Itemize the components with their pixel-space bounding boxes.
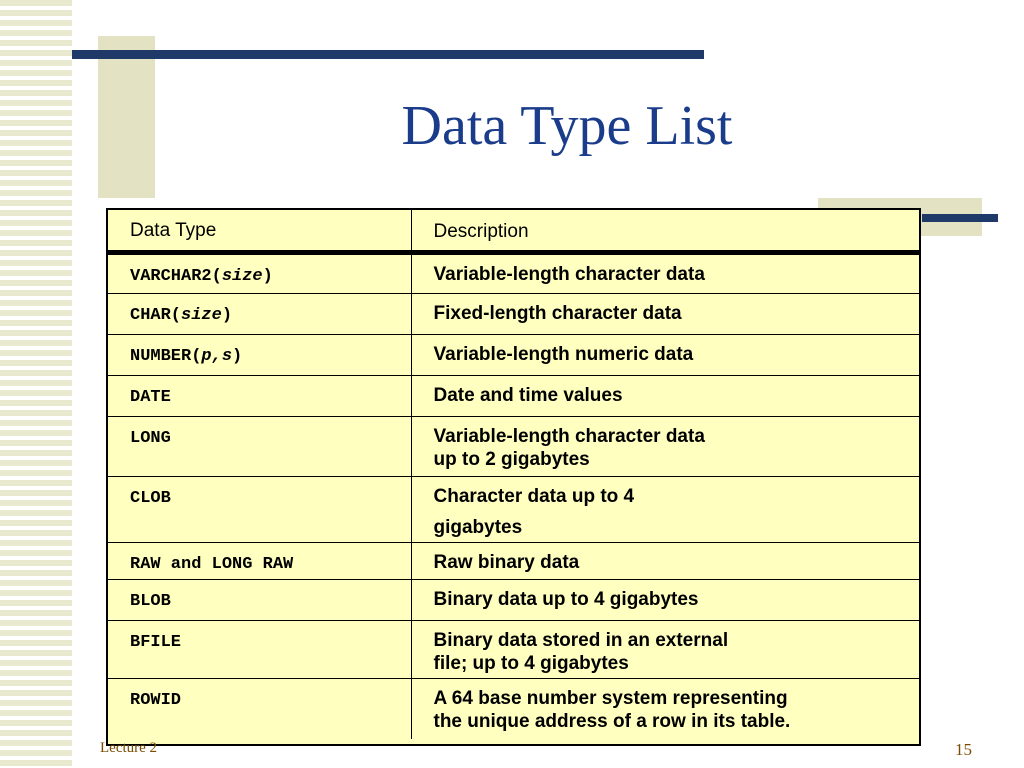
description-line: Variable-length character data <box>433 264 705 285</box>
data-type-name: CHAR( <box>130 306 182 325</box>
description-line: A 64 base number system representing <box>433 688 788 709</box>
description-line: Character data up to 4 <box>433 486 635 507</box>
data-type-name: NUMBER( <box>130 347 202 366</box>
data-type-cell <box>108 477 411 543</box>
data-type-cell <box>108 253 411 294</box>
decorative-bar-top <box>72 50 704 59</box>
description-line: Variable-length numeric data <box>433 344 694 365</box>
data-type-cell <box>108 376 411 417</box>
table-row <box>108 376 919 417</box>
description-cell <box>411 376 919 417</box>
data-type-cell <box>108 679 411 739</box>
data-type-name: ) <box>232 347 243 366</box>
table-row <box>108 253 919 294</box>
description-cell <box>411 477 919 543</box>
description-line: Variable-length character data <box>433 426 705 447</box>
slide-title: Data Type List <box>401 95 733 157</box>
data-type-name: BLOB <box>130 592 171 611</box>
table-row <box>108 294 919 335</box>
description-cell <box>411 294 919 335</box>
data-type-argument: size <box>221 267 263 286</box>
table-row <box>108 679 919 739</box>
table-row <box>108 580 919 621</box>
table-row <box>108 477 919 543</box>
data-type-table <box>106 208 921 746</box>
page-number: 15 <box>955 740 972 759</box>
data-type-cell <box>108 580 411 621</box>
data-type-cell <box>108 417 411 477</box>
description-line: Raw binary data <box>433 552 580 573</box>
description-line: Binary data stored in an external <box>433 630 729 651</box>
description-line: up to 2 gigabytes <box>433 449 590 470</box>
decorative-bar-right <box>922 214 998 222</box>
description-line: Fixed-length character data <box>433 303 682 324</box>
header-data-type: Data Type <box>108 210 411 253</box>
data-type-name: BFILE <box>130 633 182 652</box>
header-description: Description <box>433 221 529 242</box>
data-type-argument: p,s <box>201 347 233 366</box>
description-cell <box>411 253 919 294</box>
data-type-cell <box>108 335 411 376</box>
data-type-name: ROWID <box>130 691 182 710</box>
data-type-name: RAW and LONG RAW <box>130 555 294 574</box>
table-row <box>108 621 919 679</box>
table-row <box>108 543 919 580</box>
description-line: gigabytes <box>433 517 523 538</box>
table-row <box>108 335 919 376</box>
description-cell <box>411 417 919 477</box>
data-type-argument: size <box>181 306 222 325</box>
description-cell <box>411 621 919 679</box>
description-cell <box>411 335 919 376</box>
description-cell <box>411 580 919 621</box>
description-line: Binary data up to 4 gigabytes <box>433 589 699 610</box>
data-type-cell <box>108 294 411 335</box>
data-type-name: CLOB <box>130 489 171 508</box>
table-header-row <box>108 210 919 253</box>
data-type-name: VARCHAR2( <box>130 267 222 286</box>
description-cell <box>411 679 919 739</box>
data-type-cell <box>108 621 411 679</box>
data-type-name: ) <box>221 306 233 325</box>
description-cell <box>411 543 919 580</box>
description-line: file; up to 4 gigabytes <box>433 653 629 674</box>
data-type-name: LONG <box>130 429 171 448</box>
data-type-name: ) <box>262 267 273 286</box>
table-row <box>108 417 919 477</box>
footer-lecture-label: Lecture 2 <box>100 740 158 756</box>
description-line: Date and time values <box>433 385 623 406</box>
data-type-cell <box>108 543 411 580</box>
description-line: the unique address of a row in its table. <box>433 711 791 732</box>
data-type-name: DATE <box>130 388 171 407</box>
